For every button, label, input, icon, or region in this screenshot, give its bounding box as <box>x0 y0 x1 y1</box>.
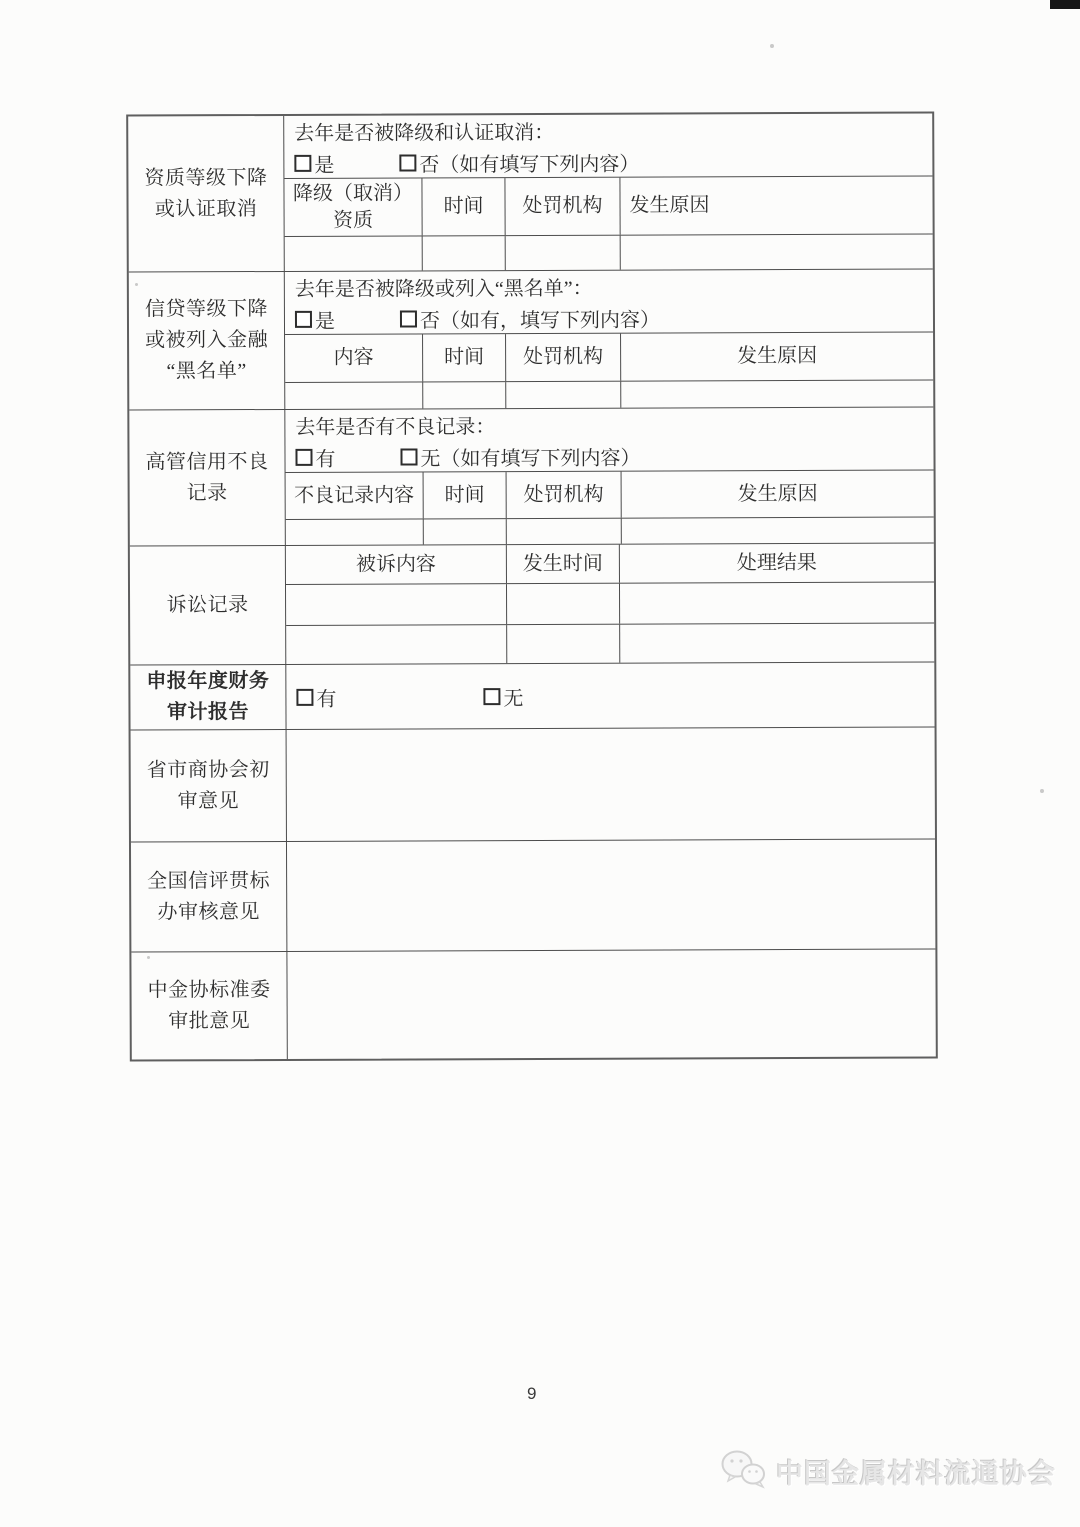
column-header: 发生原因 <box>737 482 818 505</box>
empty-cell <box>507 625 620 663</box>
scan-corner-artifact <box>1050 0 1080 9</box>
scan-speck <box>770 44 774 48</box>
column-header: 处理结果 <box>736 551 817 574</box>
checkbox-has[interactable] <box>296 688 313 705</box>
empty-data-row <box>285 379 933 408</box>
section-litigation-record <box>130 542 934 664</box>
empty-cell <box>506 382 621 408</box>
checkbox-none[interactable] <box>400 448 417 465</box>
option-none <box>400 441 640 472</box>
subtable-header-row <box>285 332 933 381</box>
option-yes <box>294 148 334 178</box>
empty-cell <box>286 584 507 625</box>
empty-cell <box>287 949 935 1058</box>
section-label <box>130 546 286 665</box>
section-label-line: 或认证取消 <box>154 197 258 220</box>
section-label-line: 审意见 <box>177 789 240 812</box>
empty-cell <box>620 623 934 662</box>
section-committee-approval-opinion <box>131 948 935 1059</box>
checkbox-no[interactable] <box>400 310 417 327</box>
column-header: 被诉内容 <box>286 545 507 584</box>
section-qualification-downgrade <box>128 113 933 271</box>
empty-data-row <box>286 622 934 663</box>
column-header: 处罚机构 <box>506 334 621 381</box>
checkbox-row <box>284 145 932 177</box>
option-label: 是 <box>314 154 335 177</box>
empty-data-row <box>286 581 934 624</box>
section-label <box>128 116 285 272</box>
wechat-icon <box>720 1448 768 1495</box>
scan-speck <box>135 283 138 286</box>
column-header: 时间 <box>423 334 506 381</box>
checkbox-row <box>285 301 933 333</box>
question-text: 去年是否有不良记录： <box>295 416 496 439</box>
question-text: 去年是否被降级和认证取消： <box>294 121 555 145</box>
column-header: 发生原因 <box>737 344 818 368</box>
section-provincial-review-opinion <box>131 726 935 841</box>
empty-cell <box>286 519 424 545</box>
option-none <box>483 681 523 711</box>
section-label-line: 高管信用不良 <box>145 450 269 473</box>
option-no <box>400 303 660 334</box>
section-national-review-opinion <box>131 838 935 951</box>
empty-cell <box>285 382 423 409</box>
section-label <box>131 952 287 1060</box>
section-label-line: 审批意见 <box>168 1009 251 1032</box>
scan-speck <box>147 956 150 959</box>
option-label: 否（如有填写下列内容） <box>419 153 640 176</box>
empty-cell <box>621 380 933 407</box>
section-label <box>129 410 286 546</box>
empty-cell <box>287 727 935 840</box>
subtable-header-row <box>284 176 932 235</box>
section-label-line: 审计报告 <box>166 701 250 724</box>
empty-cell <box>286 625 507 664</box>
section-label <box>131 842 287 952</box>
column-header: 不良记录内容 <box>286 472 424 519</box>
section-label-line: 省市商协会初 <box>146 758 270 781</box>
subtable-header-row <box>286 543 934 583</box>
empty-data-row <box>286 516 934 544</box>
column-header: 时间 <box>422 178 505 235</box>
column-header: 发生时间 <box>507 545 620 583</box>
empty-data-row <box>285 233 933 270</box>
checkbox-row <box>286 679 934 711</box>
section-label-line: 资质等级下降 <box>144 166 268 189</box>
question-text: 去年是否被降级或列入“黑名单”： <box>294 277 593 301</box>
checkbox-has[interactable] <box>295 448 312 465</box>
section-credit-downgrade-blacklist <box>129 268 934 409</box>
section-label-line: 申报年度财务 <box>146 670 270 693</box>
checkbox-yes[interactable] <box>294 154 311 171</box>
option-label: 有 <box>315 448 336 471</box>
section-label-line: 全国信评贯标 <box>147 869 271 892</box>
option-label: 是 <box>314 310 336 333</box>
section-annual-financial-audit <box>130 661 934 729</box>
option-has <box>295 442 335 472</box>
page-number: 9 <box>527 1384 537 1403</box>
watermark-text: 中国金属材料流通协会 <box>776 1459 1056 1489</box>
empty-cell <box>285 236 423 271</box>
section-label-line: “黑名单” <box>166 360 247 383</box>
option-label: 否（如有，填写下列内容） <box>419 309 661 332</box>
section-label <box>131 730 287 842</box>
column-header: 发生原因 <box>629 194 710 217</box>
section-label-line: 办审核意见 <box>157 900 261 923</box>
option-label: 有 <box>316 688 337 711</box>
scan-speck <box>1040 789 1044 793</box>
section-label <box>129 272 286 410</box>
checkbox-yes[interactable] <box>295 310 312 327</box>
option-has <box>296 682 336 712</box>
empty-cell <box>621 234 933 269</box>
empty-cell <box>423 236 506 270</box>
checkbox-row <box>285 439 933 471</box>
section-label <box>130 665 286 730</box>
empty-cell <box>424 519 507 544</box>
column-header: 降级（取消）资质 <box>284 178 422 236</box>
empty-cell <box>506 236 621 270</box>
column-header: 时间 <box>424 472 507 518</box>
checkbox-no[interactable] <box>399 154 416 171</box>
column-header: 内容 <box>285 334 423 382</box>
option-label: 无 <box>503 687 524 710</box>
empty-cell <box>287 839 935 950</box>
empty-cell <box>507 584 620 624</box>
option-label: 无（如有填写下列内容） <box>420 447 641 470</box>
section-label-line: 或被列入金融 <box>145 329 269 352</box>
column-header: 处罚机构 <box>507 472 622 518</box>
form-table <box>126 111 938 1061</box>
watermark <box>720 1448 1056 1495</box>
empty-cell <box>423 382 506 408</box>
section-label-line: 记录 <box>186 481 228 504</box>
column-header: 处罚机构 <box>505 178 620 235</box>
section-label-line: 信贷等级下降 <box>144 298 268 321</box>
option-no <box>399 147 639 178</box>
section-label-line: 诉讼记录 <box>166 593 249 616</box>
section-executive-bad-credit <box>129 406 934 545</box>
subtable-header-row <box>286 470 934 518</box>
checkbox-none[interactable] <box>483 688 500 705</box>
section-label-line: 中金协标准委 <box>147 978 271 1001</box>
empty-cell <box>620 582 934 623</box>
empty-cell <box>622 517 934 543</box>
empty-cell <box>507 519 622 544</box>
option-yes <box>295 304 335 334</box>
